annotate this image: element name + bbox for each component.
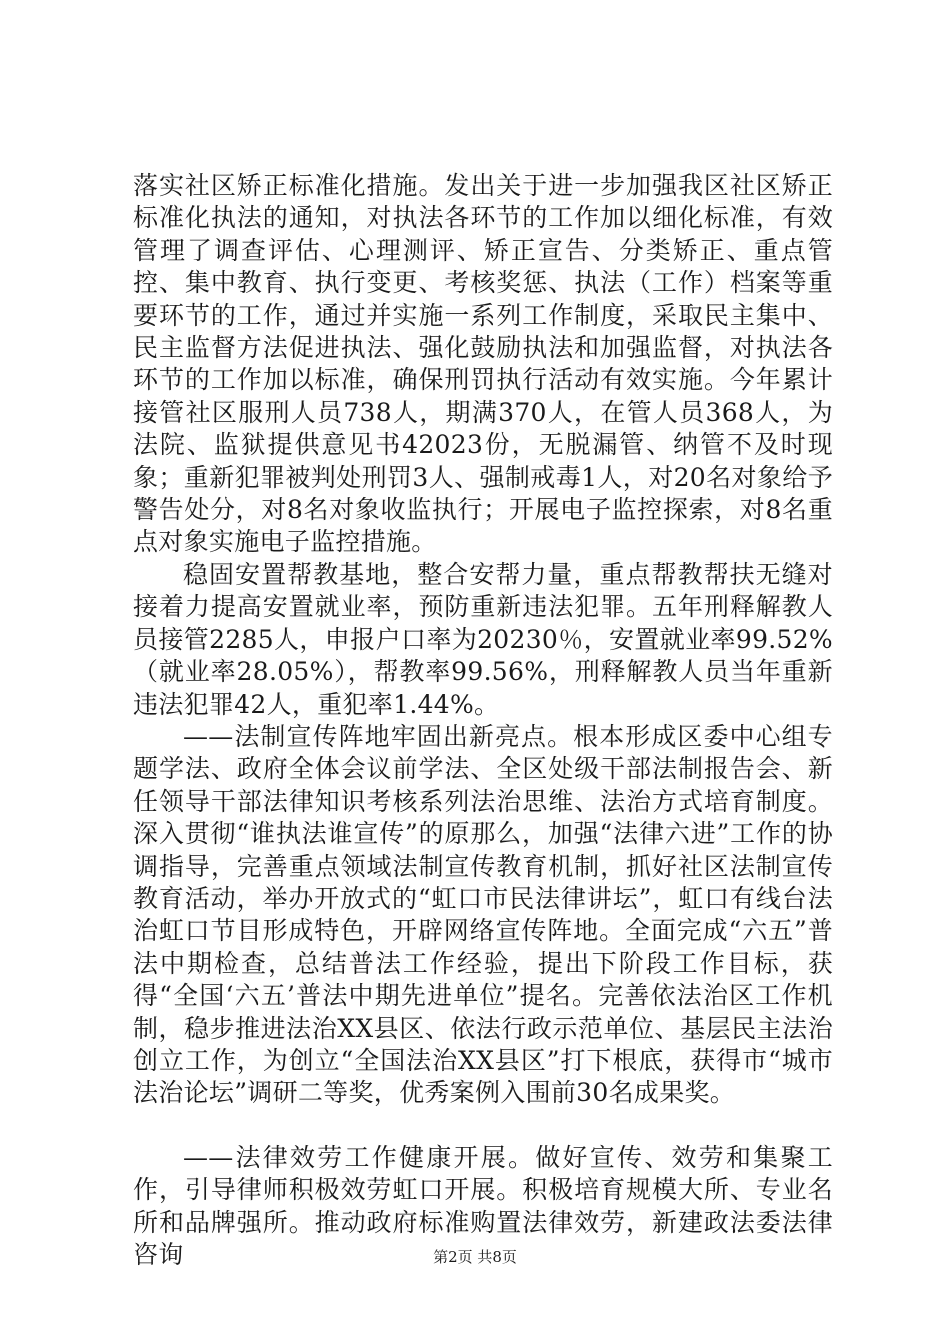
- paragraph-legal-publicity: ——法制宣传阵地牢固出新亮点。根本形成区委中心组专题学法、政府全体会议前学法、全区处级干部法制报告会、新任领导干部法律知识考核系列法治思维、法治方式培育制度。深入贯彻“谁执法谁宣传”的原那么，加强“法律六进”工作的协调指导，完善重点领域法制宣传教育机制，抓好社区法制宣传教育活动，举办开放式的“虹口市民法律讲坛”，虹口有线台法治虹口节目形成特色，开辟网络宣传阵地。全面完成“六五”普法中期检查，总结普法工作经验，提出下阶段工作目标，获得“全国‘六五’普法中期先进单位”提名。完善依法治区工作机制，稳步推进法治XX县区、依法行政示范单位、基层民主法治创立工作，为创立“全国法治XX县区”打下根底，获得市“城市法治论坛”调研二等奖，优秀案例入围前30名成果奖。: [133, 721, 833, 1108]
- document-body: [133, 170, 833, 1271]
- paragraph-community-correction: 落实社区矫正标准化措施。发出关于进一步加强我区社区矫正标准化执法的通知，对执法各环节的工作加以细化标准，有效管理了调查评估、心理测评、矫正宣告、分类矫正、重点管控、集中教育、执行变更、考核奖惩、执法（工作）档案等重要环节的工作，通过并实施一系列工作制度，采取民主集中、民主监督方法促进执法、强化鼓励执法和加强监督，对执法各环节的工作加以标准，确保刑罚执行活动有效实施。今年累计接管社区服刑人员738人，期满370人，在管人员368人，为法院、监狱提供意见书42023份，无脱漏管、纳管不及时现象；重新犯罪被判处刑罚3人、强制戒毒1人，对20名对象给予警告处分，对8名对象收监执行；开展电子监控探索，对8名重点对象实施电子监控措施。: [133, 171, 833, 557]
- paragraph-legal-services: ——法律效劳工作健康开展。做好宣传、效劳和集聚工作，引导律师积极效劳虹口开展。积极培育规模大所、专业名所和品牌强所。推动政府标准购置法律效劳，新建政法委法律咨询: [133, 1142, 833, 1269]
- page-number-footer: 第2页 共8页: [433, 1248, 517, 1266]
- paragraph-resettlement-education: 稳固安置帮教基地，整合安帮力量，重点帮教帮扶无缝对接着力提高安置就业率，预防重新违法犯罪。五年刑释解教人员接管2285人，申报户口率为20230％，安置就业率99.52%（就业率28.05%），帮教率99.56%，刑释解教人员当年重新违法犯罪42人，重犯率1.44%。: [133, 559, 833, 719]
